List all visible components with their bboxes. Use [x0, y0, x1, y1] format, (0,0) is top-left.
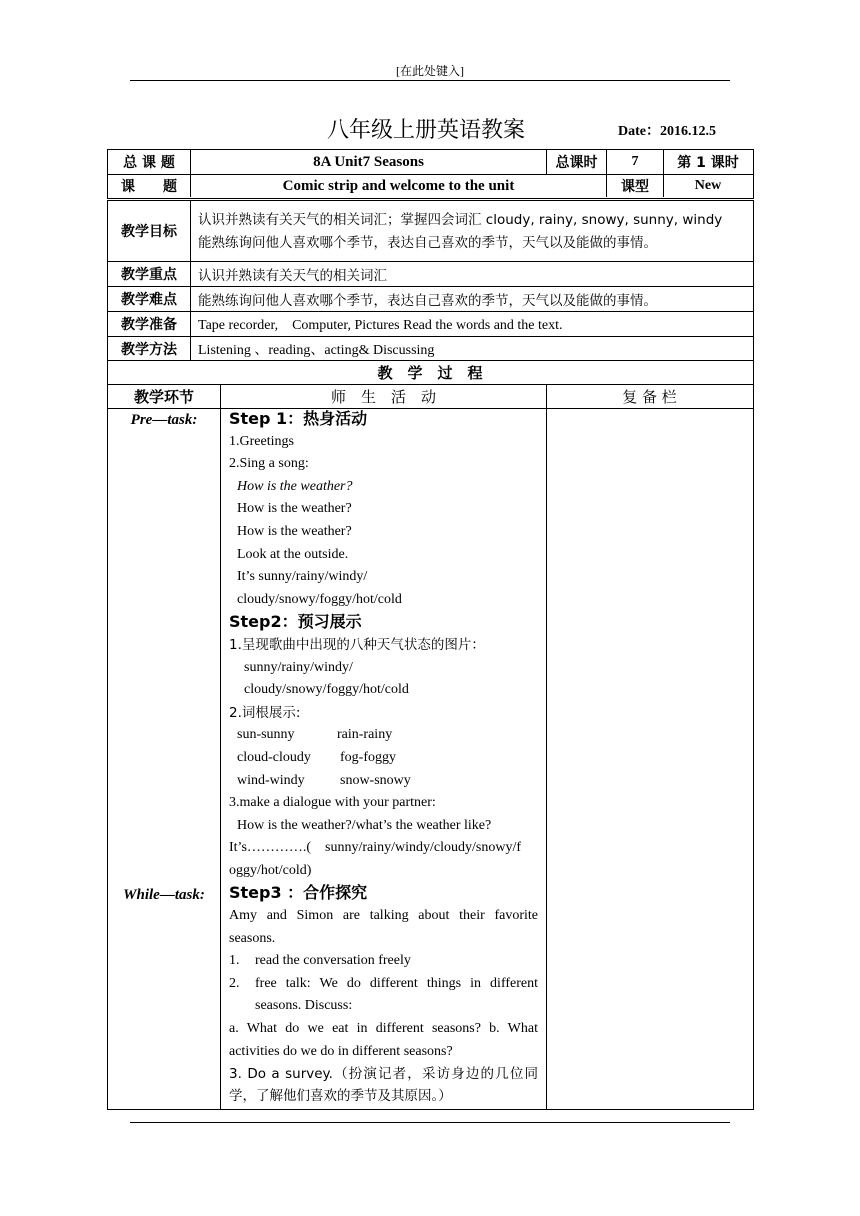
- greetings: 1.Greetings: [229, 433, 294, 449]
- root-word: fog-foggy: [340, 749, 396, 765]
- difficulty-label: 教学难点: [121, 292, 177, 308]
- root-word: sun-sunny: [237, 727, 295, 743]
- preparation-value: Tape recorder, Computer, Pictures Read the words and the text.: [198, 318, 563, 333]
- methods-value: Listening 、reading、acting& Discussing: [198, 342, 435, 358]
- pictures-line: sunny/rainy/windy/: [244, 659, 353, 675]
- list-item: 2. free talk: We do different things in different seasons. Discuss:: [229, 975, 538, 1014]
- column-activity: 师 生 活 动: [330, 388, 436, 406]
- dialogue-answer: oggy/hot/cold): [229, 862, 312, 878]
- objectives-label: 教学目标: [121, 224, 177, 240]
- type-label: 课型: [621, 179, 649, 195]
- stage-pre-task: Pre—task:: [130, 411, 198, 428]
- page-header: [在此处键入]: [396, 64, 464, 78]
- song-line: Look at the outside.: [237, 546, 349, 562]
- root-word: rain-rainy: [337, 727, 393, 743]
- roots-row: [229, 770, 538, 793]
- type-value: New: [694, 178, 722, 193]
- step-1-heading: Step 1：热身活动: [229, 409, 368, 428]
- dialogue-answer: It’s………….( sunny/rainy/windy/cloudy/snowy/f: [229, 840, 522, 856]
- periods-label: 总课时: [555, 155, 598, 171]
- song-line: It’s sunny/rainy/windy/: [237, 569, 368, 585]
- step-3-heading: Step3 ：合作探究: [229, 883, 368, 903]
- lesson-value: Comic strip and welcome to the unit: [282, 177, 515, 194]
- pictures-line: cloudy/snowy/foggy/hot/cold: [244, 682, 409, 698]
- amy-simon-text: Amy and Simon are talking about their favorite seasons.: [229, 908, 538, 946]
- survey-task: 3. Do a survey.（扮演记者，采访身边的几位同学，了解他们喜欢的季节及其原因。）: [229, 1066, 538, 1105]
- period-number: 第 1 课时: [677, 155, 739, 171]
- document-date: Date：2016.12.5: [618, 124, 716, 139]
- objectives-line-1: 认识并熟读有关天气的相关词汇；掌握四会词汇 cloudy, rainy, snowy, sunny, windy: [198, 212, 723, 228]
- topic-label: 总 课 题: [123, 155, 175, 171]
- activity-content: [229, 408, 538, 1107]
- dialogue-intro: 3.make a dialogue with your partner:: [229, 795, 436, 811]
- header-rule: [130, 80, 730, 81]
- discussion-questions: a. What do we eat in different seasons? b. What activities do we do in different seasons?: [229, 1021, 538, 1059]
- roots-intro: 2.词根展示:: [229, 704, 301, 721]
- dialogue-question: How is the weather?/what’s the weather like?: [237, 817, 492, 833]
- root-word: snow-snowy: [340, 772, 411, 788]
- pictures-intro: 1.呈现歌曲中出现的八种天气状态的图片：: [229, 636, 485, 653]
- sing-song: 2.Sing a song:: [229, 456, 309, 472]
- roots-row: [229, 747, 538, 770]
- song-title: How is the weather?: [237, 478, 353, 494]
- song-line: How is the weather?: [237, 501, 352, 517]
- key-point-value: 认识并熟读有关天气的相关词汇: [198, 268, 387, 284]
- root-word: wind-windy: [237, 772, 305, 788]
- objectives-text: [198, 209, 722, 254]
- stage-while-task: While—task:: [123, 886, 205, 903]
- key-point-label: 教学重点: [121, 267, 177, 283]
- column-notes: 复 备 栏: [622, 388, 677, 406]
- column-stage: 教学环节: [133, 388, 194, 406]
- periods-value: 7: [631, 154, 639, 169]
- roots-row: [229, 724, 538, 747]
- document-title: 八年级上册英语教案: [327, 118, 526, 143]
- process-title: 教 学 过 程: [377, 364, 483, 382]
- step-2-heading: Step2：预习展示: [229, 612, 362, 632]
- difficulty-value: 能熟练询问他人喜欢哪个季节，表达自己喜欢的季节，天气以及能做的事情。: [198, 293, 657, 309]
- footer-rule: [130, 1122, 730, 1123]
- preparation-label: 教学准备: [121, 317, 177, 333]
- objectives-line-2: 能熟练询问他人喜欢哪个季节，表达自己喜欢的季节，天气以及能做的事情。: [198, 234, 657, 251]
- topic-value: 8A Unit7 Seasons: [313, 153, 424, 170]
- list-item: 1. read the conversation freely: [229, 953, 411, 969]
- methods-label: 教学方法: [121, 341, 177, 358]
- song-line: cloudy/snowy/foggy/hot/cold: [237, 591, 402, 607]
- lesson-label: 课 题: [121, 179, 177, 195]
- root-word: cloud-cloudy: [237, 749, 311, 765]
- song-line: How is the weather?: [237, 523, 352, 539]
